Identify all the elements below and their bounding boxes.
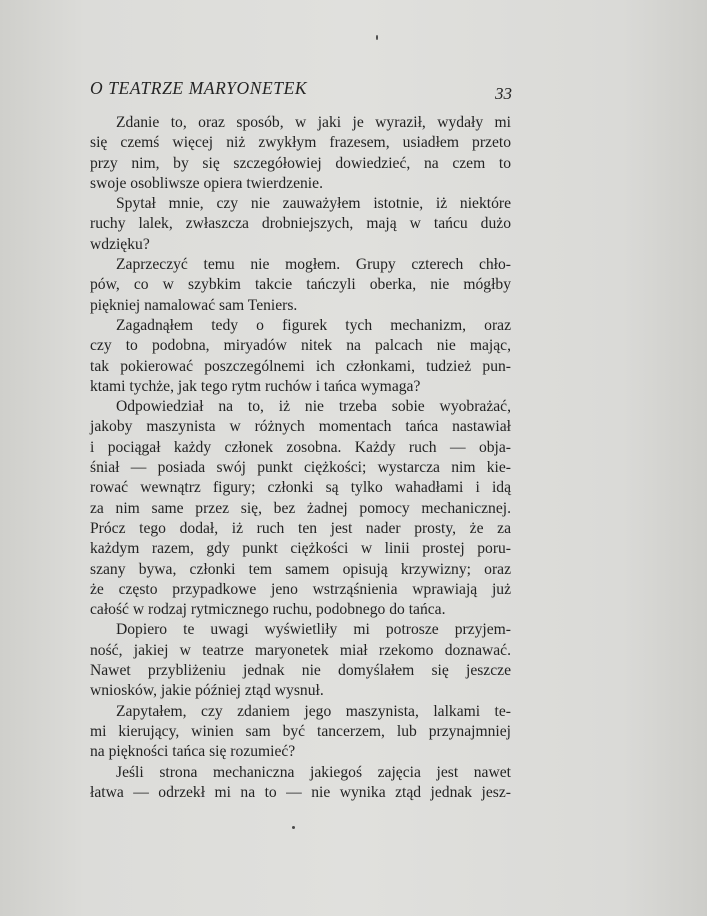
text-line: mi kierujący, winien sam być tancerzem, lub przynajmniej bbox=[90, 722, 511, 740]
text-line: Dopiero te uwagi wyświetliły mi potrosze przyjem- bbox=[116, 621, 511, 639]
text-line: przy nim, by się szczegółowiej dowiedzieć, na czem to bbox=[90, 154, 511, 172]
text-line: piękniej namalować sam Teniers. bbox=[90, 296, 298, 314]
text-line: Zaprzeczyć temu nie mogłem. Grupy czterech chło- bbox=[116, 256, 511, 274]
text-line: tak pokierować poszczególnemi ich członkami, tudzież pun- bbox=[90, 357, 511, 375]
text-line: Zapytałem, czy zdaniem jego maszynista, lalkami te- bbox=[116, 702, 511, 720]
text-line: wdzięku? bbox=[90, 235, 150, 253]
text-line: Prócz tego dodał, iż ruch ten jest nader prosty, że za bbox=[90, 519, 511, 537]
text-line: swoje osobliwsze opiera twierdzenie. bbox=[90, 174, 323, 192]
running-head: O TEATRZE MARYONETEK bbox=[90, 78, 308, 98]
text-line: i pociągał każdy członek zosobna. Każdy ruch — obja- bbox=[90, 438, 511, 456]
text-line: Zagadnąłem tedy o figurek tych mechanizm, oraz bbox=[116, 316, 511, 334]
text-line: jakoby maszynista w różnych momentach tańca nastawiał bbox=[90, 418, 511, 436]
ink-speck-bottom bbox=[292, 826, 295, 829]
page-header bbox=[90, 78, 512, 102]
text-line: Jeśli strona mechaniczna jakiegoś zajęcia jest nawet bbox=[116, 763, 511, 781]
text-line: za nim same przez się, bez żadnej pomocy mechanicznej. bbox=[90, 499, 511, 517]
body-text bbox=[90, 113, 511, 803]
text-line: się czemś więcej niż zwykłym frazesem, usiadłem przeto bbox=[90, 134, 511, 152]
text-line: ktami tychże, jak tego rytm ruchów i tańca wymaga? bbox=[90, 377, 421, 395]
text-line: pów, co w szybkim takcie tańczyli oberka, nie mógłby bbox=[90, 276, 511, 294]
text-line: Zdanie to, oraz sposób, w jaki je wyraził, wydały mi bbox=[116, 114, 511, 131]
text-line: śniał — posiada swój punkt ciężkości; wystarcza nim kie- bbox=[90, 459, 511, 477]
text-line: całość w rodzaj rytmicznego ruchu, podobnego do tańca. bbox=[90, 601, 446, 619]
text-line: Odpowiedział na to, iż nie trzeba sobie wyobrażać, bbox=[116, 398, 511, 416]
text-line: czy to podobna, miryadów nitek na palcach nie mając, bbox=[90, 337, 511, 355]
text-line: łatwa — odrzekł mi na to — nie wynika ztąd jednak jesz- bbox=[90, 783, 511, 801]
text-line: ruchy lalek, zwłaszcza drobniejszych, mają w tańcu dużo bbox=[90, 215, 511, 233]
page-number: 33 bbox=[495, 84, 512, 103]
text-line: że często przypadkowe jeno wstrząśnienia wprawiają już bbox=[90, 580, 511, 598]
text-line: Spytał mnie, czy nie zauważyłem istotnie, iż niektóre bbox=[116, 195, 511, 213]
text-line: Nawet przybliżeniu jednak nie domyślałem się jeszcze bbox=[90, 662, 511, 680]
text-line: każdym razem, gdy punkt ciężkości w linii prostej poru- bbox=[90, 540, 511, 558]
text-line: rować wewnątrz figury; członki są tylko wahadłami i idą bbox=[90, 479, 511, 497]
text-line: ność, jakiej w teatrze maryonetek miał rzekomo doznawać. bbox=[90, 641, 511, 659]
text-line: szany bywa, członki tem samem opisują krzywizny; oraz bbox=[90, 560, 511, 578]
ink-speck-top bbox=[376, 35, 378, 40]
text-line: wniosków, jakie później ztąd wysnuł. bbox=[90, 682, 324, 700]
text-line: na piękności tańca się rozumieć? bbox=[90, 743, 296, 761]
